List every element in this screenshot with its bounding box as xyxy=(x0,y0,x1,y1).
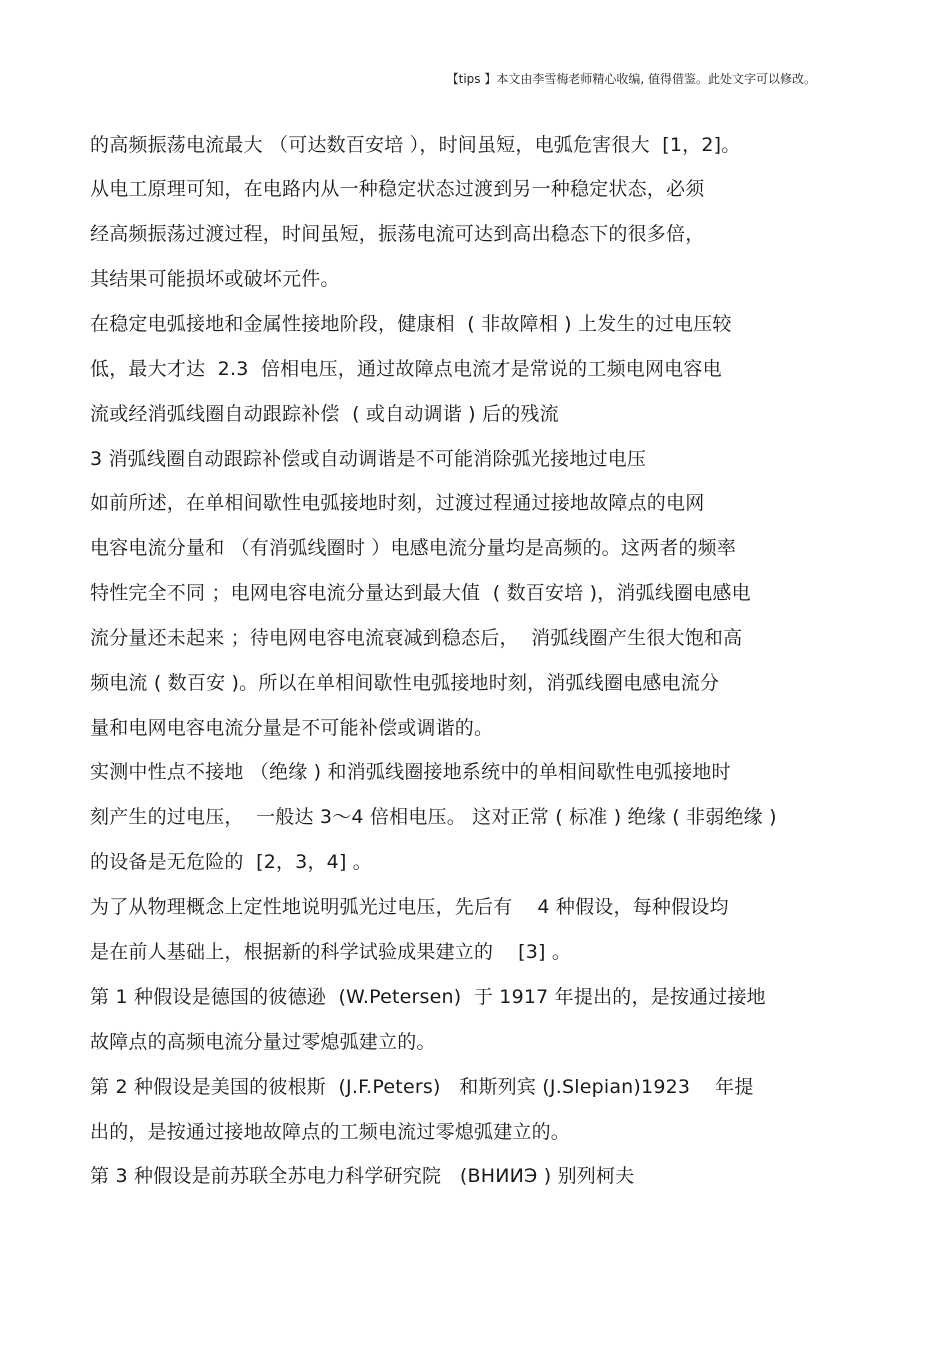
text-line: 为了从物理概念上定性地说明弧光过电压，先后有 4 种假设，每种假设均 xyxy=(90,896,729,918)
text-line: 从电工原理可知，在电路内从一种稳定状态过渡到另一种稳定状态，必须 xyxy=(90,178,705,200)
text-line: 的设备是无危险的 [2，3，4] 。 xyxy=(90,851,373,873)
text-line: 特性完全不同 ；电网电容电流分量达到最大值 ( 数百安培 )，消弧线圈电感电 xyxy=(90,582,751,604)
text-line: 量和电网电容电流分量是不可能补偿或调谐的。 xyxy=(90,717,494,739)
text-line: 频电流 ( 数百安 )。所以在单相间歇性电弧接地时刻，消弧线圈电感电流分 xyxy=(90,672,720,694)
section-heading: 3 消弧线圈自动跟踪补偿或自动调谐是不可能消除弧光接地过电压 xyxy=(90,448,647,470)
text-line: 电容电流分量和 （有消弧线圈时 ）电感电流分量均是高频的。这两者的频率 xyxy=(90,537,737,559)
text-line: 是在前人基础上，根据新的科学试验成果建立的 [3] 。 xyxy=(90,941,572,963)
text-line: 第 3 种假设是前苏联全苏电力科学研究院 (ВНИИЭ ) 别列柯夫 xyxy=(90,1165,635,1187)
text-line: 在稳定电弧接地和金属性接地阶段，健康相 ( 非故障相 ) 上发生的过电压较 xyxy=(90,313,732,335)
tips-header: 【tips 】本文由李雪梅老师精心收编, 值得借鉴。此处文字可以修改。 xyxy=(446,72,816,86)
text-line: 出的，是按通过接地故障点的工频电流过零熄弧建立的。 xyxy=(90,1121,571,1143)
text-line: 刻产生的过电压， 一般达 3～4 倍相电压。 这对正常 ( 标准 ) 绝缘 ( 非弱绝缘 ) xyxy=(90,806,777,828)
text-line: 经高频振荡过渡过程，时间虽短，振荡电流可达到高出稳态下的很多倍， xyxy=(90,223,705,245)
text-line: 其结果可能损坏或破坏元件。 xyxy=(90,268,340,290)
text-line: 故障点的高频电流分量过零熄弧建立的。 xyxy=(90,1031,436,1053)
text-line: 实测中性点不接地 （绝缘 ) 和消弧线圈接地系统中的单相间歇性电弧接地时 xyxy=(90,761,731,783)
text-line: 的高频振荡电流最大 （可达数百安培 ），时间虽短，电弧危害很大 [1，2]。 xyxy=(90,134,741,156)
text-line: 第 1 种假设是德国的彼德逊 (W.Petersen) 于 1917 年提出的，是按通过接地 xyxy=(90,986,766,1008)
text-line: 第 2 种假设是美国的彼根斯 (J.F.Peters) 和斯列宾 (J.Slepian)1923 年提 xyxy=(90,1076,754,1098)
text-line: 流分量还未起来 ；待电网电容电流衰减到稳态后， 消弧线圈产生很大饱和高 xyxy=(90,627,743,649)
text-line: 如前所述，在单相间歇性电弧接地时刻，过渡过程通过接地故障点的电网 xyxy=(90,492,705,514)
text-line: 低，最大才达 2.3 倍相电压，通过故障点电流才是常说的工频电网电容电 xyxy=(90,358,722,380)
text-line: 流或经消弧线圈自动跟踪补偿 ( 或自动调谐 ) 后的残流 xyxy=(90,403,559,425)
